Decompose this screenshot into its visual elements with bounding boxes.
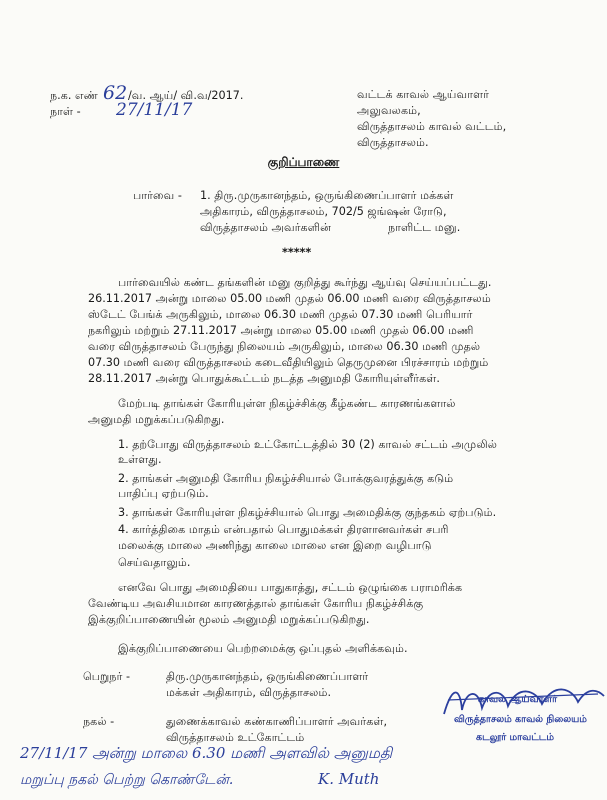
reference-line: நாளிட்ட மனு. — [388, 221, 461, 234]
separator: ***** — [282, 246, 312, 259]
paragraph-line: மேற்படி தாங்கள் கோரியுள்ள நிகழ்ச்சிக்கு கீழ்கண்ட காரணங்களால் — [118, 397, 456, 410]
reason-item: 4. கார்த்திகை மாதம் என்பதால் பொதுமக்கள் திரளானவர்கள் சபரி — [118, 523, 449, 536]
reason-item-cont: பாதிப்பு ஏற்படும். — [118, 487, 209, 500]
copy-line: விருத்தாசலம் உட்கோட்டம் — [166, 731, 305, 744]
reason-item-cont: உள்ளது. — [118, 453, 162, 466]
memo-title — [0, 155, 607, 171]
office-line: அலுவலகம், — [357, 104, 421, 117]
paragraph-line: 28.11.2017 அன்று பொதுக்கூட்டம் நடத்த அனுமதி கோரியுள்ளீர்கள். — [88, 372, 440, 385]
paragraph-line: எனவே பொது அமைதியை பாதுகாத்து, சட்டம் ஒழுங்கை பராமரிக்க — [118, 581, 463, 594]
paragraph-line: 07.30 மணி வரை விருத்தாசலம் கடைவீதியிலும் தெருமுனை பிரச்சாரம் மற்றும் — [88, 356, 489, 369]
reason-item: 1. தற்போது விருத்தாசலம் உட்கோட்டத்தில் 30 (2) காவல் சட்டம் அமுலில் — [118, 438, 498, 451]
handwritten-note-line: 27/11/17 அன்று மாலை 6.30 மணி அளவில் அனுமதி — [20, 744, 393, 762]
memo-title-text: குறிப்பாணை — [267, 155, 340, 169]
office-line: விருத்தாசலம். — [357, 136, 429, 149]
copy-line: துணைக்காவல் கண்காணிப்பாளர் அவர்கள், — [166, 715, 388, 728]
recipient-line: திரு.முருகானந்தம், ஒருங்கிணைப்பாளர் — [166, 670, 369, 683]
ref-number-handwritten: 62 — [103, 82, 128, 104]
office-line: விருத்தாசலம் காவல் வட்டம், — [357, 120, 507, 133]
paragraph-line: ஸ்டேட் பேங்க் அருகிலும், மாலை 06.30 மணி முதல் 07.30 மணி பெரியார் — [88, 308, 473, 321]
recipient-label: பெறுநர் - — [83, 670, 131, 683]
ref-prefix: ந.க. எண் — [50, 89, 98, 102]
reason-item-cont: செய்வதாலும். — [118, 556, 191, 569]
paragraph-line: வரை விருத்தாசலம் பேருந்து நிலையம் அருகிலும், மாலை 06.30 மணி முதல் — [88, 340, 481, 353]
stamp-line: விருத்தாசலம் காவல் நிலையம் — [454, 714, 587, 725]
reference-line: அதிகாரம், விருத்தாசலம், 702/5 ஜங்ஷன் ரோடு, — [200, 205, 447, 218]
paragraph-line: பார்வையில் கண்ட தங்களின் மனு குறித்து கூர்ந்து ஆய்வு செய்யப்பட்டது. — [118, 276, 492, 289]
reason-item: 2. தாங்கள் அனுமதி கோரிய நிகழ்ச்சியால் போக்குவரத்துக்கு கடும் — [118, 472, 454, 485]
paragraph-line: நகரிலும் மற்றும் 27.11.2017 அன்று மாலை 05.00 மணி முதல் 06.00 மணி — [88, 324, 474, 337]
paragraph-4: இக்குறிப்பாணையை பெற்றமைக்கு ஒப்புதல் அளிக்கவும். — [118, 642, 408, 655]
recipient-line: மக்கள் அதிகாரம், விருத்தாசலம். — [166, 686, 332, 699]
handwritten-note-line: மறுப்பு நகல் பெற்று கொண்டேன். — [20, 772, 234, 788]
reference-label: பார்வை - — [133, 189, 182, 202]
office-line: வட்டக் காவல் ஆய்வாளர் — [357, 88, 490, 101]
reference-line: 1. திரு.முருகானந்தம், ஒருங்கிணைப்பாளர் மக்கள் — [200, 189, 454, 202]
reason-item-cont: மலைக்கு மாலை அணிந்து காலை மாலை என இறை வழிபாடு — [118, 539, 432, 552]
reference-line: விருத்தாசலம் அவர்களின் — [200, 221, 331, 234]
paragraph-line: 26.11.2017 அன்று மாலை 05.00 மணி முதல் 06.00 மணி வரை விருத்தாசலம் — [88, 292, 491, 305]
police-stamp — [440, 688, 600, 758]
copy-label: நகல் - — [83, 715, 115, 728]
date-handwritten: 27/11/17 — [116, 100, 193, 120]
handwritten-signature: K. Muth — [318, 770, 380, 788]
stamp-line: காவல் ஆய்வாளர் — [478, 694, 558, 705]
stamp-line: கடலூர் மாவட்டம் — [476, 732, 554, 743]
date-label: நாள் - — [50, 105, 81, 118]
paragraph-line: இக்குறிப்பாணையின் மூலம் அனுமதி மறுக்கப்படுகிறது. — [88, 613, 370, 626]
paragraph-line: வேண்டிய அவசியமான காரணத்தால் தாங்கள் கோரிய நிகழ்ச்சிக்கு — [88, 597, 424, 610]
ref-suffix: /வ. ஆய்/ வி.வ/2017. — [128, 89, 244, 102]
reason-item: 3. தாங்கள் கோரியுள்ள நிகழ்ச்சியால் பொது அமைதிக்கு குந்தகம் ஏற்படும். — [118, 506, 497, 519]
paragraph-line: அனுமதி மறுக்கப்படுகிறது. — [88, 413, 225, 426]
